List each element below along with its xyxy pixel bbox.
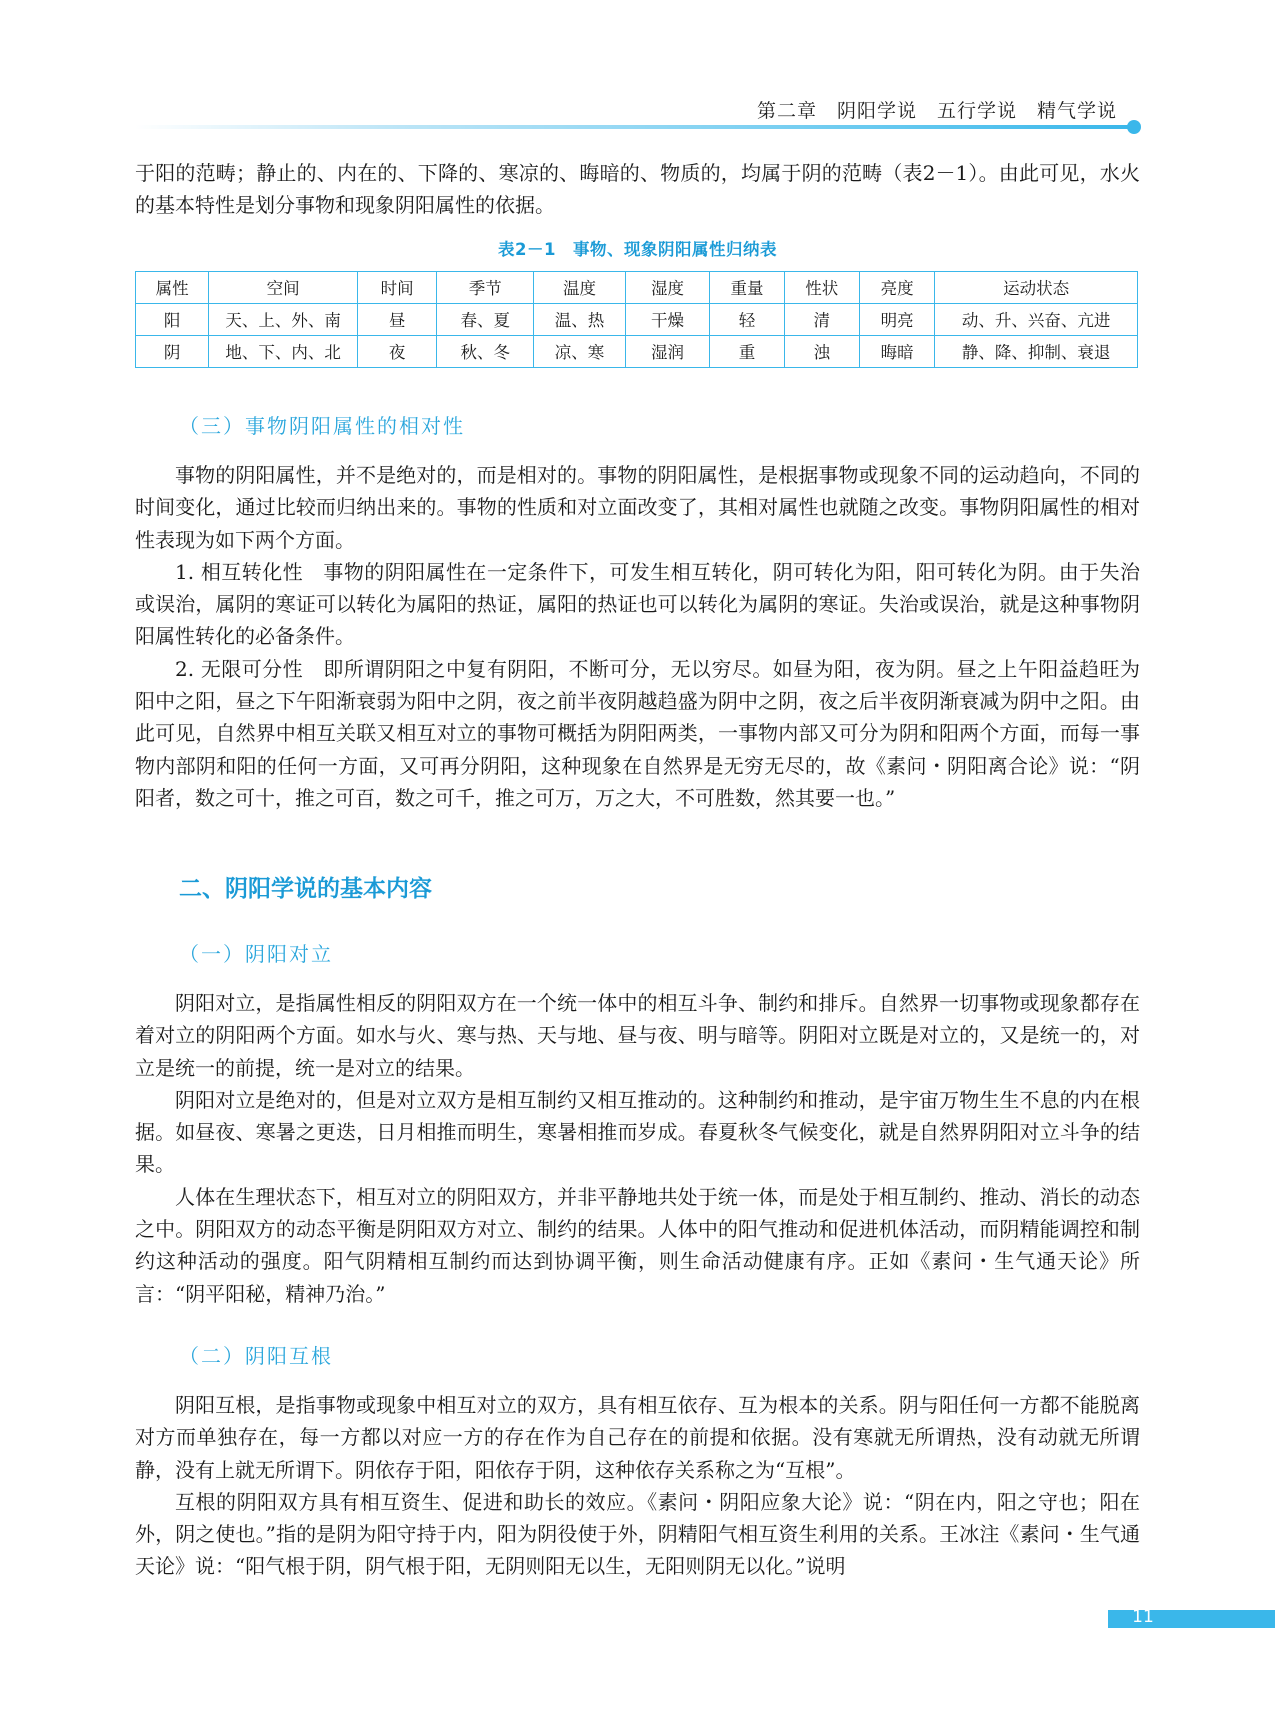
relativity-section: [135, 410, 1140, 814]
table-header-cell: 性状: [784, 271, 859, 303]
page-number: 11: [1132, 1607, 1154, 1627]
body-paragraph: 互根的阴阳双方具有相互资生、促进和助长的效应。《素问・阴阳应象大论》说：“阴在内，阳之守也；阳在外，阴之使也。”指的是阴为阳守持于内，阳为阴役使于外，阴精阳气相互资生利用的关系。王冰注《素问・生气通天论》说：“阳气根于阴，阴气根于阳，无阴则阳无以生，无阳则阴无以化。”说明: [135, 1489, 1140, 1579]
table-cell: 明亮: [859, 303, 934, 335]
basic-content-section: [135, 870, 1140, 903]
body-paragraph: 2. 无限可分性 即所谓阴阳之中复有阴阳，不断可分，无以穷尽。如昼为阳，夜为阴。昼之上午阳益趋旺为阳中之阳，昼之下午阳渐衰弱为阳中之阴，夜之前半夜阴越趋盛为阴中之阴，夜之后半夜阴渐衰减为阴中之阳。由此可见，自然界中相互关联又相互对立的事物可概括为阴阳两类，一事物内部又可分为阴和阳两个方面，而每一事物内部阴和阳的任何一方面，又可再分阴阳，这种现象在自然界是无穷无尽的，故《素问・阴阳离合论》说：“阴阳者，数之可十，推之可百，数之可千，推之可万，万之大，不可胜数，然其要一也。”: [135, 656, 1140, 810]
body-paragraph: 1. 相互转化性 事物的阴阳属性在一定条件下，可发生相互转化，阴可转化为阳，阳可转化为阴。由于失治或误治，属阴的寒证可以转化为属阳的热证，属阳的热证也可以转化为属阴的寒证。失治或误治，就是这种事物阴阳属性转化的必备条件。: [135, 559, 1140, 649]
body-paragraph: 阴阳对立是绝对的，但是对立双方是相互制约又相互推动的。这种制约和推动，是宇宙万物生生不息的内在根据。如昼夜、寒暑之更迭，日月相推而明生，寒暑相推而岁成。春夏秋冬气候变化，就是自然界阴阳对立斗争的结果。: [135, 1087, 1140, 1177]
table-cell: 秋、冬: [437, 335, 534, 367]
table-cell: 地、下、内、北: [209, 335, 358, 367]
chapter-header: 第二章 阴阳学说 五行学说 精气学说: [756, 100, 1117, 122]
table-cell: 浊: [784, 335, 859, 367]
table-header-cell: 时间: [357, 271, 436, 303]
table-cell: 凉、寒: [534, 335, 626, 367]
table-cell: 春、夏: [437, 303, 534, 335]
section-heading-basic: 二、阴阳学说的基本内容: [179, 876, 432, 902]
table-cell: 动、升、兴奋、亢进: [935, 303, 1138, 335]
intro-paragraph: 于阳的范畴；静止的、内在的、下降的、寒凉的、晦暗的、物质的，均属于阴的范畴（表2－1）。由此可见，水火的基本特性是划分事物和现象阴阳属性的依据。: [135, 161, 1140, 218]
body-paragraph: 阴阳互根，是指事物或现象中相互对立的双方，具有相互依存、互为根本的关系。阴与阳任何一方都不能脱离对方而单独存在，每一方都以对应一方的存在作为自己存在的前提和依据。没有寒就无所谓热，没有动就无所谓静，没有上就无所谓下。阴依存于阳，阳依存于阴，这种依存关系称之为“互根”。: [135, 1393, 1140, 1482]
table-row-yin: [136, 335, 1138, 367]
table-header-cell: 季节: [437, 271, 534, 303]
table-cell: 轻: [710, 303, 784, 335]
table-cell: 天、上、外、南: [209, 303, 358, 335]
table-header-cell: 属性: [136, 271, 209, 303]
table-cell: 阳: [136, 303, 209, 335]
table-cell: 夜: [357, 335, 436, 367]
table-header-cell: 重量: [710, 271, 784, 303]
table-cell: 昼: [357, 303, 436, 335]
table-cell: 干燥: [625, 303, 710, 335]
table-cell: 重: [710, 335, 784, 367]
table-header-cell: 温度: [534, 271, 626, 303]
rooting-section: [135, 1340, 1140, 1583]
table-header-cell: 亮度: [859, 271, 934, 303]
table-header-cell: 空间: [209, 271, 358, 303]
table-cell: 阴: [136, 335, 209, 367]
header-dot: [1127, 120, 1141, 134]
table-cell: 温、热: [534, 303, 626, 335]
table-header-row: [136, 271, 1138, 303]
table-caption: 表2－1 事物、现象阴阳属性归纳表: [498, 239, 777, 259]
page-body: [135, 157, 1140, 368]
table-header-cell: 湿度: [625, 271, 710, 303]
body-paragraph: 人体在生理状态下，相互对立的阴阳双方，并非平静地共处于统一体，而是处于相互制约、推动、消长的动态之中。阴阳双方的动态平衡是阴阳双方对立、制约的结果。人体中的阳气推动和促进机体活动，而阴精能调控和制约这种活动的强度。阳气阴精相互制约而达到协调平衡，则生命活动健康有序。正如《素问・生气通天论》所言：“阴平阳秘，精神乃治。”: [135, 1184, 1140, 1306]
table-cell: 清: [784, 303, 859, 335]
section-heading-opposition: （一）阴阳对立: [179, 942, 333, 966]
table-cell: 湿润: [625, 335, 710, 367]
header-rule: [135, 125, 1130, 129]
table-cell: 晦暗: [859, 335, 934, 367]
section-heading-rooting: （二）阴阳互根: [179, 1344, 333, 1368]
table-row-yang: [136, 303, 1138, 335]
table-cell: 静、降、抑制、衰退: [935, 335, 1138, 367]
opposition-section: [135, 938, 1140, 1310]
table-header-cell: 运动状态: [935, 271, 1138, 303]
body-paragraph: 阴阳对立，是指属性相反的阴阳双方在一个统一体中的相互斗争、制约和排斥。自然界一切事物或现象都存在着对立的阴阳两个方面。如水与火、寒与热、天与地、昼与夜、明与暗等。阴阳对立既是对立的，又是统一的，对立是统一的前提，统一是对立的结果。: [135, 991, 1140, 1080]
yinyang-attribute-table: [135, 271, 1138, 368]
section-heading-relativity: （三）事物阴阳属性的相对性: [179, 414, 465, 438]
body-paragraph: 事物的阴阳属性，并不是绝对的，而是相对的。事物的阴阳属性，是根据事物或现象不同的运动趋向，不同的时间变化，通过比较而归纳出来的。事物的性质和对立面改变了，其相对属性也就随之改变。事物阴阳属性的相对性表现为如下两个方面。: [135, 463, 1140, 552]
